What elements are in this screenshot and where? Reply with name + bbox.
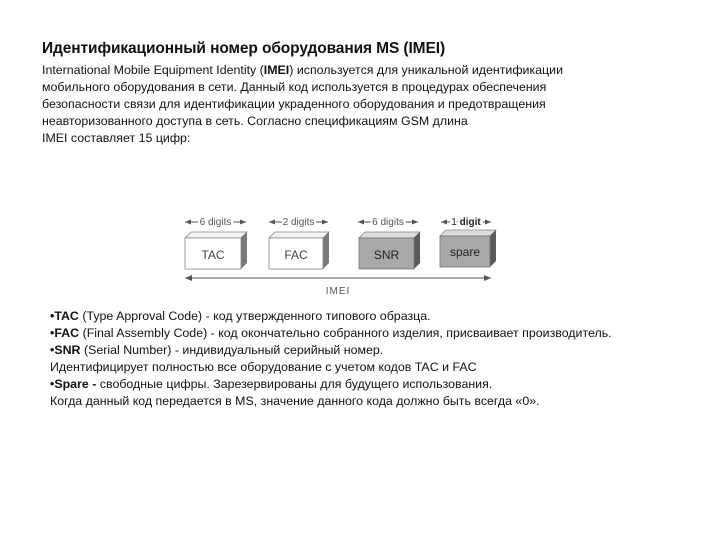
intro-line-3: безопасности связи для идентификации украденного оборудования и предотвращения <box>42 97 546 111</box>
bullet-snr <box>50 342 710 359</box>
imei-structure-diagram <box>170 205 510 300</box>
tac-box-top <box>185 232 247 238</box>
snr-box-side <box>414 232 420 269</box>
tac-box-label: TAC <box>201 248 225 262</box>
intro-imei-bold: IMEI <box>263 63 290 77</box>
intro-line-4: неавторизованного доступа в сеть. Согласно спецификациям GSM длина <box>42 114 468 128</box>
snr-arrow-left <box>358 220 364 225</box>
bullet-code: •Spare - <box>50 377 97 391</box>
bullet-code: •FAC <box>50 326 80 340</box>
segment-snr <box>358 217 420 269</box>
intro-line-5: IMEI составляет 15 цифр: <box>42 131 191 145</box>
bullet-tac <box>50 308 710 325</box>
imei-total-label: IMEI <box>325 286 351 297</box>
spare-box-side <box>490 230 496 267</box>
tac-arrow-left <box>185 220 191 225</box>
tac-digits-label: 6 digits <box>199 217 232 228</box>
code-descriptions <box>50 308 710 410</box>
spare-box-label: spare <box>449 245 481 259</box>
fac-box-label: FAC <box>284 248 308 262</box>
spare-digits-label <box>451 217 481 228</box>
bullet-text: свободные цифры. Зарезервированы для будущего использования. <box>96 377 493 391</box>
fac-box-side <box>323 232 329 269</box>
imei-arrow-left <box>185 275 192 281</box>
bullet-text: (Type Approval Code) - код утвержденного типового образца. <box>78 309 431 323</box>
intro-text: ) используется для уникальной идентификации <box>289 63 563 77</box>
imei-total-span <box>185 275 491 297</box>
spare-value-note: Когда данный код передается в MS, значение данного кода должно быть всегда «0». <box>50 394 540 408</box>
bullet-text: (Final Assembly Code) - код окончательно собранного изделия, присваивает производитель. <box>79 326 612 340</box>
segment-tac <box>185 217 247 269</box>
page-title: Идентификационный номер оборудования MS (IMEI) <box>42 40 446 57</box>
fac-box-top <box>269 232 329 238</box>
spare-arrow-left <box>441 220 447 225</box>
fac-arrow-left <box>269 220 275 225</box>
intro-line-1 <box>42 62 702 79</box>
bullet-text: (Serial Number) - индивидуальный серийный номер. <box>80 343 384 357</box>
spare-arrow-right <box>485 220 491 225</box>
snr-digits-label: 6 digits <box>372 217 404 228</box>
bullet-code: •TAC <box>50 309 79 323</box>
segment-fac <box>269 217 329 269</box>
snr-arrow-right <box>412 220 418 225</box>
intro-line-2: мобильного оборудования в сети. Данный код используется в процедурах обеспечения <box>42 80 547 94</box>
intro-text: International Mobile Equipment Identity ( <box>42 63 264 77</box>
spare-box-top <box>440 230 496 236</box>
bullet-fac <box>50 325 710 342</box>
imei-diagram-svg <box>170 205 510 300</box>
tac-box-side <box>241 232 247 269</box>
snr-box-top <box>359 232 420 238</box>
spare-digits-number: 1 <box>451 217 457 228</box>
imei-arrow-right <box>484 275 491 281</box>
bullet-code: •SNR <box>50 343 81 357</box>
spare-digits-word: digit <box>459 217 481 228</box>
tac-arrow-right <box>240 220 246 225</box>
fac-arrow-right <box>322 220 328 225</box>
identification-note: Идентифицирует полностью все оборудование с учетом кодов TAC и FAC <box>50 360 477 374</box>
snr-box-label: SNR <box>373 248 400 262</box>
bullet-spare <box>50 376 710 393</box>
intro-paragraph <box>42 62 702 147</box>
segment-spare <box>440 217 496 267</box>
fac-digits-label: 2 digits <box>282 217 315 228</box>
